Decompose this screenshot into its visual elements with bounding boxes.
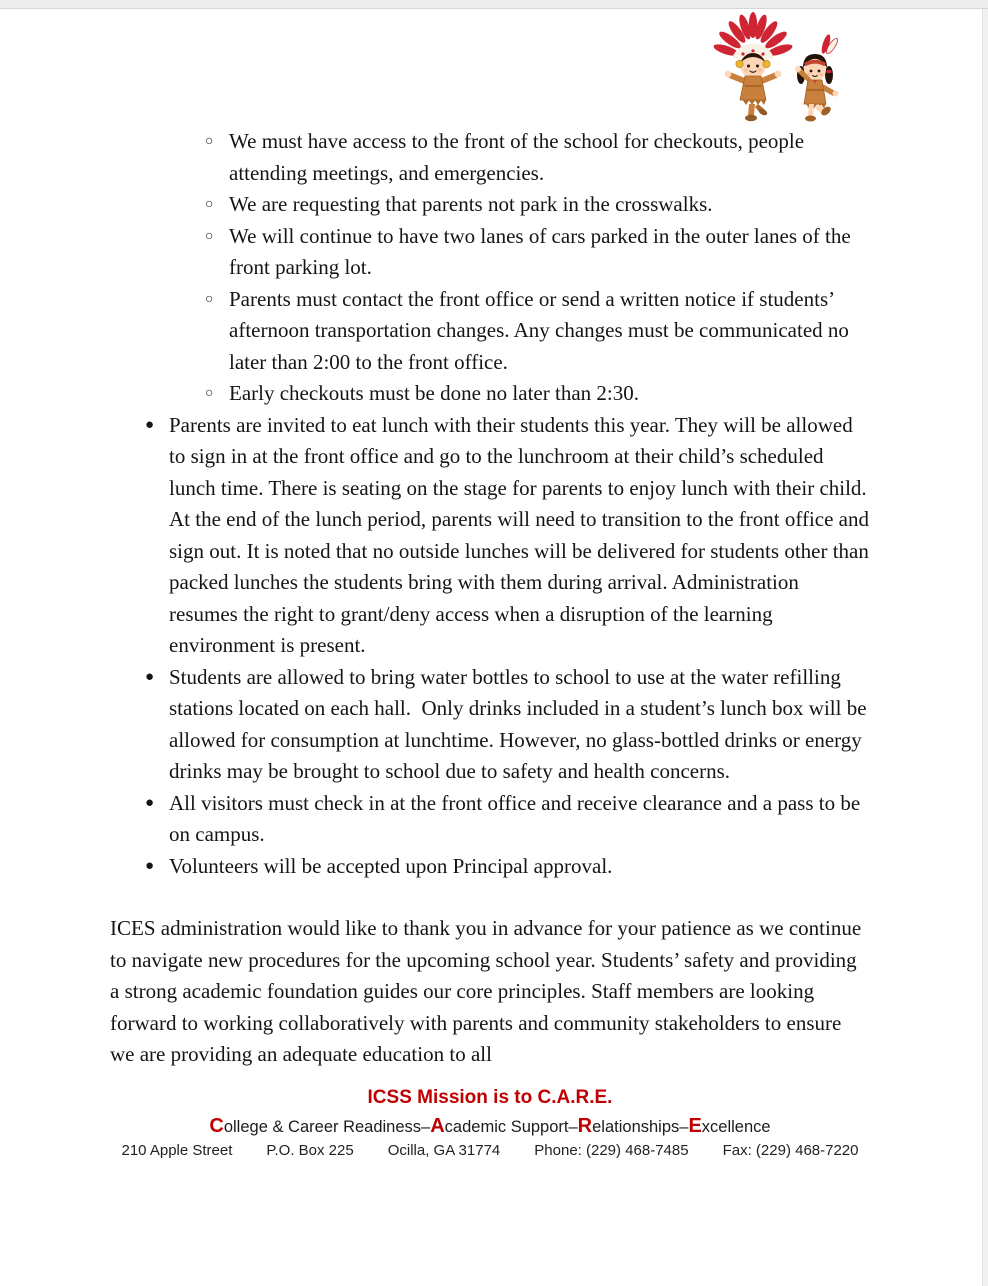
care-text: cademic Support–: [444, 1117, 578, 1136]
list-item-text: All visitors must check in at the front office and receive clearance and a pass to be on campus.: [169, 790, 866, 846]
po-box: P.O. Box 225: [266, 1141, 354, 1159]
list-item-text: We will continue to have two lanes of cars parked in the outer lanes of the front parking lot.: [229, 223, 856, 279]
list-item: [145, 662, 870, 788]
circle-bullet-icon: ○: [205, 291, 214, 307]
main-bullet-list: [145, 410, 875, 883]
list-item-text: Early checkouts must be done no later than 2:30.: [229, 381, 639, 405]
list-item-text: Parents are invited to eat lunch with their students this year. They will be allowed to sign in at the front office and go to the lunchroom at their child’s scheduled lunch time. There is seating on the stage for parents to enjoy lunch with their child. At the end of the lunch period, parents will need to transition to the front office and sign out. It is noted that no outside lunches will be delivered for students other than packed lunches the students bring with them during arrival. Administration resumes the right to grant/deny access when a disruption of the learning environment is present.: [169, 412, 875, 657]
list-item-text: Students are allowed to bring water bottles to school to use at the water refilling stations located on each hall. Only drinks included in a student’s lunch box will be allowed for consumption at lunchtime. However, no glass-bottled drinks or energy drinks may be brought to school due to safety and health concerns.: [169, 664, 872, 783]
letterhead-footer: [110, 1086, 870, 1162]
closing-paragraph: ICES administration would like to thank you in advance for your patience as we continue to navigate new procedures for the upcoming school year. Students’ safety and providing a strong academic foundation guides our core principles. Staff members are looking forward to working collaboratively with parents and community stakeholders to ensure we are providing an adequate education to all: [110, 916, 867, 1066]
list-item-text: Volunteers will be accepted upon Principal approval.: [169, 853, 613, 878]
list-item: [145, 410, 875, 662]
phone-number: Phone: (229) 468-7485: [534, 1141, 689, 1159]
circle-bullet-icon: ○: [205, 134, 214, 149]
sub-bullet-list: [205, 126, 870, 410]
care-initial: A: [430, 1114, 445, 1137]
list-item: [205, 189, 870, 221]
care-acronym-line: [110, 1114, 870, 1140]
circle-bullet-icon: ○: [205, 197, 214, 212]
list-item-text: Parents must contact the front office or send a written notice if students’ afternoon transportation changes. Any changes must be communicated no later than 2:00 to the front office.: [229, 286, 855, 374]
circle-bullet-icon: ○: [205, 386, 214, 401]
list-item: [205, 284, 870, 379]
care-text: elationships–: [592, 1117, 689, 1136]
fax-number: Fax: (229) 468-7220: [722, 1141, 859, 1159]
list-item-text: We are requesting that parents not park in the crosswalks.: [229, 192, 713, 216]
care-text: ollege & Career Readiness–: [223, 1117, 431, 1136]
list-item-text: We must have access to the front of the school for checkouts, people attending meetings, and emergencies.: [229, 129, 810, 185]
list-item: [145, 851, 870, 883]
street-address: 210 Apple Street: [121, 1141, 233, 1159]
list-item: [205, 126, 870, 189]
disc-bullet-icon: ●: [145, 416, 155, 433]
mission-statement: ICSS Mission is to C.A.R.E.: [367, 1086, 613, 1108]
care-initial: C: [209, 1114, 224, 1137]
city-state-zip: Ocilla, GA 31774: [387, 1141, 501, 1159]
care-initial: E: [688, 1114, 702, 1137]
care-text: xcellence: [701, 1117, 771, 1136]
list-item: [145, 788, 870, 851]
disc-bullet-icon: ●: [145, 668, 155, 685]
care-initial: R: [577, 1114, 593, 1137]
disc-bullet-icon: ●: [145, 794, 155, 811]
address-line: [110, 1140, 870, 1162]
list-item: [205, 378, 870, 410]
circle-bullet-icon: ○: [205, 228, 214, 244]
disc-bullet-icon: ●: [145, 857, 155, 874]
list-item: [205, 221, 870, 284]
